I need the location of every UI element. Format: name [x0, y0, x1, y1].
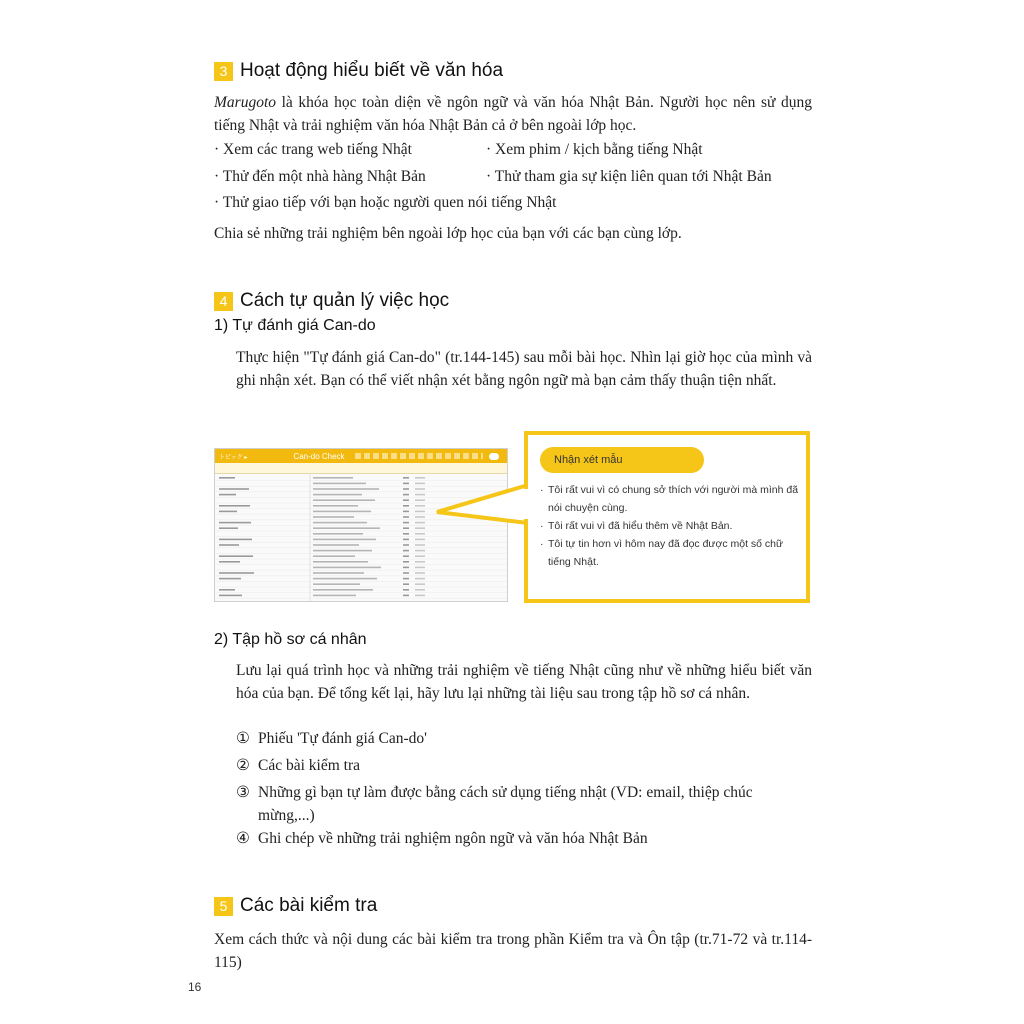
- screenshot-row-line: [219, 561, 240, 563]
- screenshot-row-line: [219, 539, 252, 541]
- screenshot-row-line: [403, 589, 409, 591]
- portfolio-list-item: [236, 754, 812, 777]
- screenshot-table-rows: [215, 473, 507, 601]
- screenshot-row-line: [313, 567, 381, 569]
- screenshot-row-line: [313, 583, 360, 585]
- screenshot-row-line: [415, 595, 425, 597]
- screenshot-row-line: [313, 488, 379, 490]
- section-number-badge: 3: [214, 62, 233, 81]
- screenshot-row-line: [403, 477, 409, 479]
- screenshot-row-line: [403, 499, 409, 501]
- screenshot-row-line: [403, 522, 409, 524]
- screenshot-row-line: [403, 488, 409, 490]
- screenshot-row-line: [415, 516, 425, 518]
- screenshot-row-line: [403, 527, 409, 529]
- screenshot-row-line: [313, 522, 367, 524]
- section-number-badge: 5: [214, 897, 233, 916]
- screenshot-row-line: [219, 527, 238, 529]
- callout-item: · Tôi rất vui vì có chung sở thích với người mà mình đã nói chuyện cùng.: [540, 481, 802, 517]
- screenshot-row-line: [415, 550, 425, 552]
- screenshot-row-line: [415, 483, 425, 485]
- screenshot-row-line: [403, 550, 409, 552]
- section-3-closing: Chia sẻ những trải nghiệm bên ngoài lớp học của bạn với các bạn cùng lớp.: [214, 225, 682, 242]
- screenshot-row-line: [415, 572, 425, 574]
- screenshot-row-line: [313, 595, 356, 597]
- cloud-icon: [489, 453, 499, 460]
- bullet-item: · Xem các trang web tiếng Nhật: [214, 141, 412, 158]
- screenshot-row-line: [313, 511, 371, 513]
- screenshot-row-line: [313, 516, 354, 518]
- screenshot-row-line: [403, 533, 409, 535]
- section-5-text: Xem cách thức và nội dung các bài kiểm tra trong phần Kiểm tra và Ôn tập (tr.71-72 và tr.114-115): [214, 931, 812, 971]
- screenshot-row-line: [403, 511, 409, 513]
- screenshot-row-line: [219, 595, 242, 597]
- course-name: Marugoto: [214, 94, 276, 111]
- screenshot-row-line: [415, 511, 425, 513]
- screenshot-row-line: [415, 583, 425, 585]
- subsection-2-text: Lưu lại quá trình học và những trải nghiệm về tiếng Nhật cũng như về những hiểu biết văn hóa của bạn. Để tổng kết lại, hãy lưu lại những tài liệu sau trong tập hồ sơ cá nhân.: [236, 662, 812, 702]
- screenshot-row-line: [219, 544, 239, 546]
- list-marker: ④: [236, 830, 250, 847]
- intro-text: là khóa học toàn diện về ngôn ngữ và văn hóa Nhật Bản. Người học nên sử dụng tiếng Nhật và trải nghiệm văn hóa Nhật Bản cả ở bên ngoài lớp học.: [214, 94, 812, 134]
- sample-comment-callout: [524, 431, 810, 603]
- screenshot-row-line: [313, 589, 373, 591]
- section-3-heading: [214, 60, 503, 82]
- screenshot-row-line: [415, 555, 425, 557]
- screenshot-row-line: [403, 494, 409, 496]
- screenshot-row-line: [403, 483, 409, 485]
- screenshot-row-line: [403, 561, 409, 563]
- subsection-1-title: 1) Tự đánh giá Can-do: [214, 317, 376, 334]
- screenshot-row-line: [415, 561, 425, 563]
- section-3-intro: [214, 91, 812, 137]
- screenshot-row-line: [403, 567, 409, 569]
- screenshot-row-line: [415, 539, 425, 541]
- screenshot-row-line: [313, 483, 366, 485]
- screenshot-row-line: [403, 544, 409, 546]
- list-marker: ③: [236, 784, 250, 801]
- screenshot-row-line: [313, 555, 355, 557]
- subsection-2-title: 2) Tập hồ sơ cá nhân: [214, 631, 367, 648]
- screenshot-row-line: [415, 527, 425, 529]
- screenshot-row-line: [219, 522, 251, 524]
- screenshot-row-line: [415, 499, 425, 501]
- list-marker: ①: [236, 730, 250, 747]
- screenshot-row-line: [313, 578, 377, 580]
- screenshot-row-line: [403, 595, 409, 597]
- screenshot-row-line: [219, 488, 249, 490]
- screenshot-row-line: [403, 583, 409, 585]
- callout-item-text: Tôi tự tin hơn vì hôm nay đã đọc được một số chữ tiếng Nhật.: [548, 538, 784, 568]
- callout-list: [540, 481, 802, 571]
- screenshot-row-line: [219, 505, 250, 507]
- list-item-text: Ghi chép về những trải nghiệm ngôn ngữ và văn hóa Nhật Bản: [258, 830, 648, 847]
- screenshot-row-line: [219, 589, 235, 591]
- screenshot-row-line: [313, 550, 372, 552]
- callout-title: Nhận xét mẫu: [540, 447, 704, 473]
- list-item-text: Các bài kiểm tra: [258, 757, 360, 774]
- screenshot-row-line: [219, 494, 236, 496]
- screenshot-row-line: [313, 561, 368, 563]
- portfolio-list-item: [236, 827, 812, 850]
- screenshot-header-bar: [215, 449, 507, 463]
- bullet-item: · Xem phim / kịch bằng tiếng Nhật: [486, 141, 703, 158]
- screenshot-row-line: [219, 477, 235, 479]
- callout-item: · Tôi tự tin hơn vì hôm nay đã đọc được một số chữ tiếng Nhật.: [540, 535, 802, 571]
- screenshot-row-line: [415, 533, 425, 535]
- screenshot-row-line: [403, 516, 409, 518]
- screenshot-row-line: [415, 589, 425, 591]
- callout-item-text: Tôi rất vui vì đã hiểu thêm về Nhật Bản.: [548, 520, 733, 532]
- screenshot-row-line: [415, 477, 425, 479]
- screenshot-row-line: [415, 505, 425, 507]
- screenshot-header-text-decoration: [355, 453, 483, 459]
- section-title: Cách tự quản lý việc học: [240, 290, 450, 311]
- screenshot-row-line: [403, 539, 409, 541]
- section-number-badge: 4: [214, 292, 233, 311]
- bullet-item: · Thử tham gia sự kiện liên quan tới Nhật Bản: [486, 168, 772, 185]
- list-item-text: Những gì bạn tự làm được bằng cách sử dụng tiếng nhật (VD: email, thiệp chúc mừng,...): [258, 784, 753, 824]
- page-number: 16: [188, 980, 202, 994]
- list-item-text: Phiếu 'Tự đánh giá Can-do': [258, 730, 427, 747]
- screenshot-row-line: [313, 505, 358, 507]
- screenshot-row-line: [219, 555, 253, 557]
- screenshot-row-line: [219, 511, 237, 513]
- screenshot-row-line: [313, 533, 363, 535]
- screenshot-row-line: [313, 572, 364, 574]
- section-title: Các bài kiểm tra: [240, 895, 378, 916]
- section-title: Hoạt động hiểu biết về văn hóa: [240, 60, 504, 81]
- section-4-heading: [214, 290, 449, 312]
- screenshot-title: Can-do Check: [293, 451, 345, 461]
- screenshot-row-line: [403, 505, 409, 507]
- can-do-check-screenshot: [214, 448, 508, 602]
- callout-item: · Tôi rất vui vì đã hiểu thêm về Nhật Bản.: [540, 517, 802, 535]
- screenshot-row-line: [313, 499, 375, 501]
- portfolio-list-item: [236, 727, 812, 750]
- portfolio-list-item: [236, 781, 796, 827]
- screenshot-row-line: [313, 544, 359, 546]
- bullet-item: · Thử đến một nhà hàng Nhật Bản: [214, 168, 426, 185]
- screenshot-row-line: [313, 527, 380, 529]
- screenshot-row-line: [313, 539, 376, 541]
- bullet-item: · Thử giao tiếp với bạn hoặc người quen nói tiếng Nhật: [214, 194, 557, 211]
- screenshot-row-line: [219, 572, 254, 574]
- subsection-1-text: Thực hiện "Tự đánh giá Can-do" (tr.144-145) sau mỗi bài học. Nhìn lại giờ học của mình và ghi nhận xét. Bạn có thể viết nhận xét bằng ngôn ngữ mà bạn cảm thấy thuận tiện nhất.: [236, 349, 812, 389]
- screenshot-row-line: [415, 544, 425, 546]
- screenshot-row-line: [415, 578, 425, 580]
- screenshot-row-line: [313, 477, 353, 479]
- list-marker: ②: [236, 757, 250, 774]
- screenshot-row-line: [415, 522, 425, 524]
- screenshot-breadcrumb: トピック ▸: [219, 454, 248, 461]
- screenshot-row-line: [403, 572, 409, 574]
- screenshot-row-line: [415, 494, 425, 496]
- screenshot-row-line: [415, 488, 425, 490]
- callout-item-text: Tôi rất vui vì có chung sở thích với người mà mình đã nói chuyện cùng.: [548, 484, 799, 514]
- screenshot-row-line: [219, 578, 241, 580]
- screenshot-row-line: [403, 578, 409, 580]
- screenshot-row-line: [313, 494, 362, 496]
- screenshot-row-line: [415, 567, 425, 569]
- section-5-heading: [214, 895, 377, 917]
- screenshot-row-line: [403, 555, 409, 557]
